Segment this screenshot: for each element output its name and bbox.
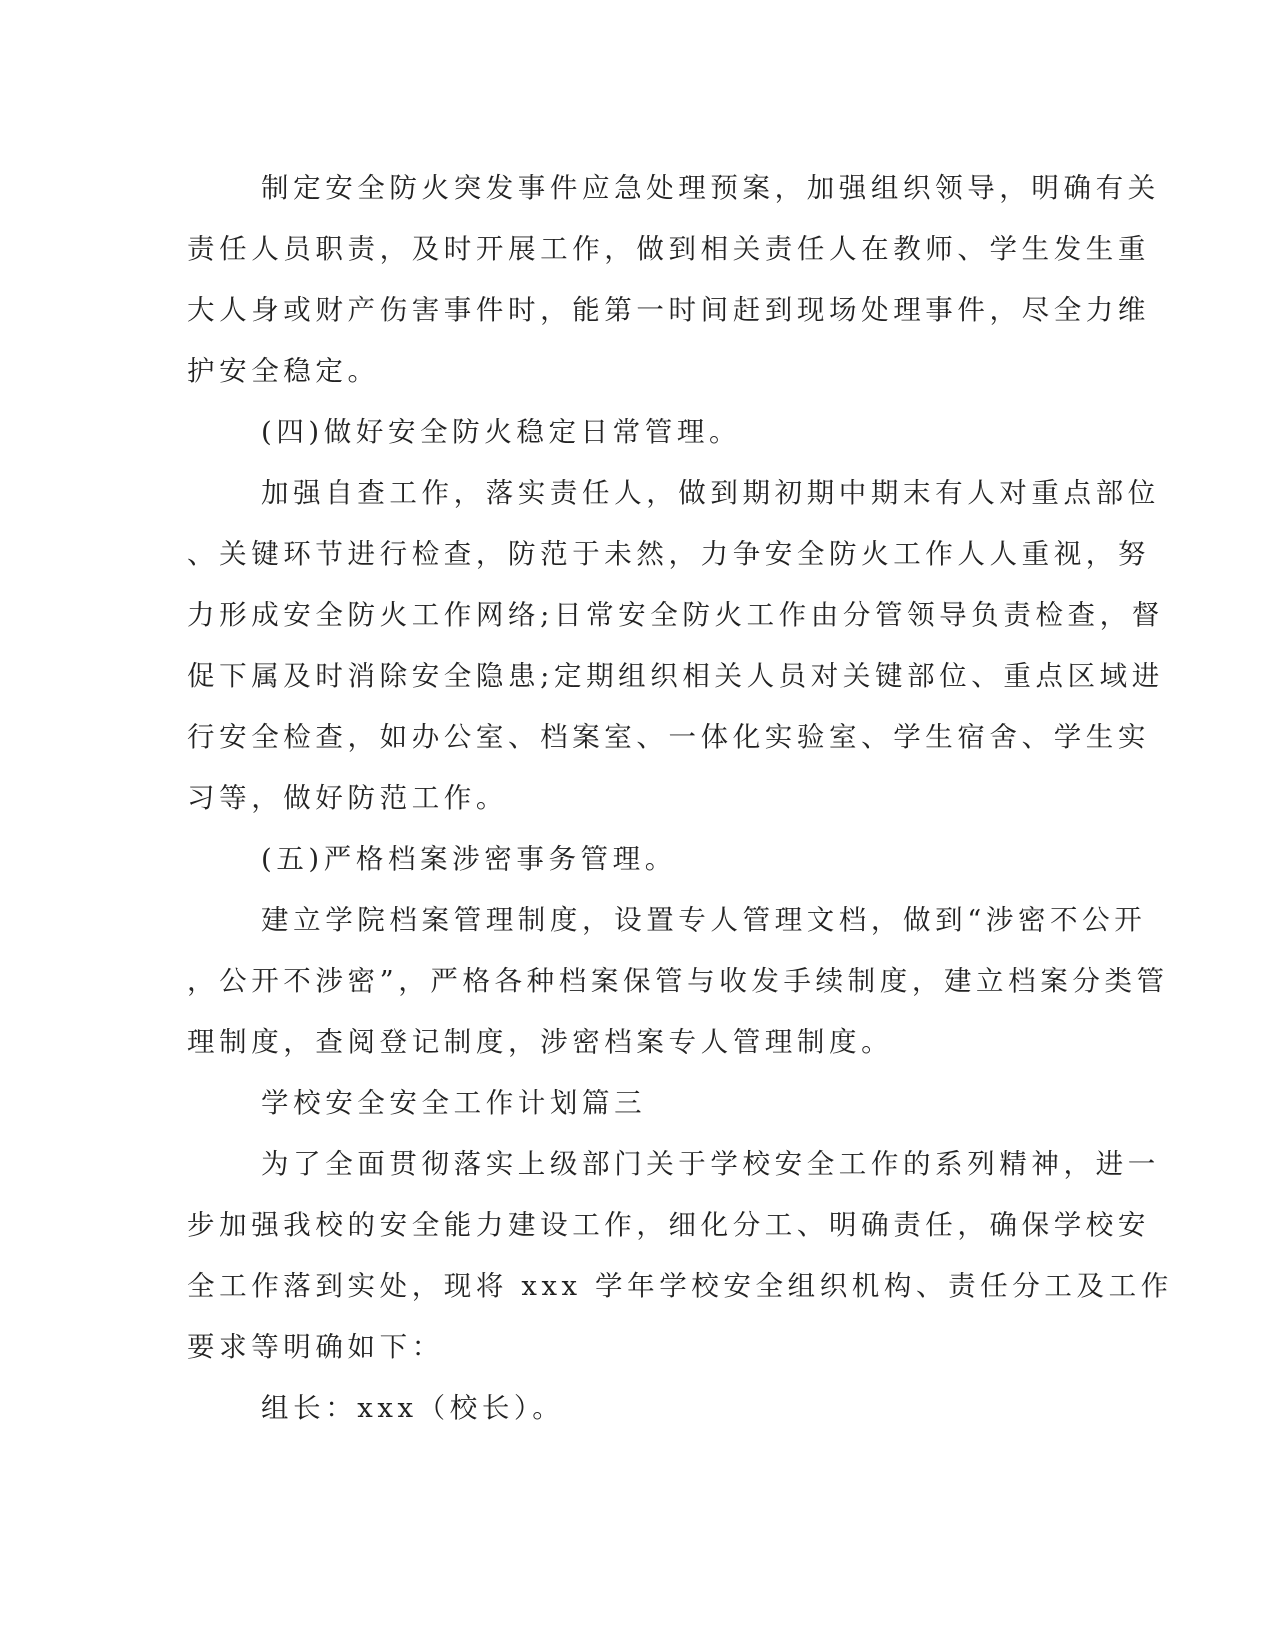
document-body [187,158,1173,1439]
paragraph-introduction [187,1134,1173,1378]
text-line: 大人身或财产伤害事件时，能第一时间赶到现场处理事件，尽全力维 [187,294,1150,326]
text-line: (四)做好安全防火稳定日常管理。 [261,416,742,448]
text-line: 行安全检查，如办公室、档案室、一体化实验室、学生宿舍、学生实 [187,721,1150,753]
paragraph-team-leader [187,1378,1087,1439]
text-line: 促下属及时消除安全隐患;定期组织相关人员对关键部位、重点区域进 [187,660,1164,692]
section-heading-5 [187,829,1087,890]
text-line: 力形成安全防火工作网络;日常安全防火工作由分管领导负责检查，督 [187,599,1164,631]
paragraph-self-inspection [187,463,1164,829]
text-line: 习等，做好防范工作。 [187,782,508,814]
paragraph-emergency-plan [187,158,1160,402]
text-line: (五)严格档案涉密事务管理。 [261,843,677,875]
text-line: 要求等明确如下： [187,1331,444,1363]
text-line: 、关键环节进行检查，防范于未然，力争安全防火工作人人重视，努 [187,538,1150,570]
text-line: 为了全面贯彻落实上级部门关于学校安全工作的系列精神，进一 [261,1148,1160,1180]
text-line: ，公开不涉密”，严格各种档案保管与收发手续制度，建立档案分类管 [187,965,1169,997]
text-line: 理制度，查阅登记制度，涉密档案专人管理制度。 [187,1026,894,1058]
text-line: 组长：xxx（校长）。 [261,1392,565,1424]
text-line: 建立学院档案管理制度，设置专人管理文档，做到“涉密不公开 [261,904,1147,936]
text-line: 步加强我校的安全能力建设工作，细化分工、明确责任，确保学校安 [187,1209,1150,1241]
article-title [187,1073,1087,1134]
text-line: 责任人员职责，及时开展工作，做到相关责任人在教师、学生发生重 [187,233,1150,265]
paragraph-archive-management [187,890,1169,1073]
text-line: 全工作落到实处，现将 xxx 学年学校安全组织机构、责任分工及工作 [187,1270,1173,1302]
text-line: 护安全稳定。 [187,355,380,387]
text-line: 学校安全安全工作计划篇三 [261,1087,647,1119]
text-line: 加强自查工作，落实责任人，做到期初期中期末有人对重点部位 [261,477,1160,509]
section-heading-4 [187,402,1087,463]
text-line: 制定安全防火突发事件应急处理预案，加强组织领导，明确有关 [261,172,1160,204]
